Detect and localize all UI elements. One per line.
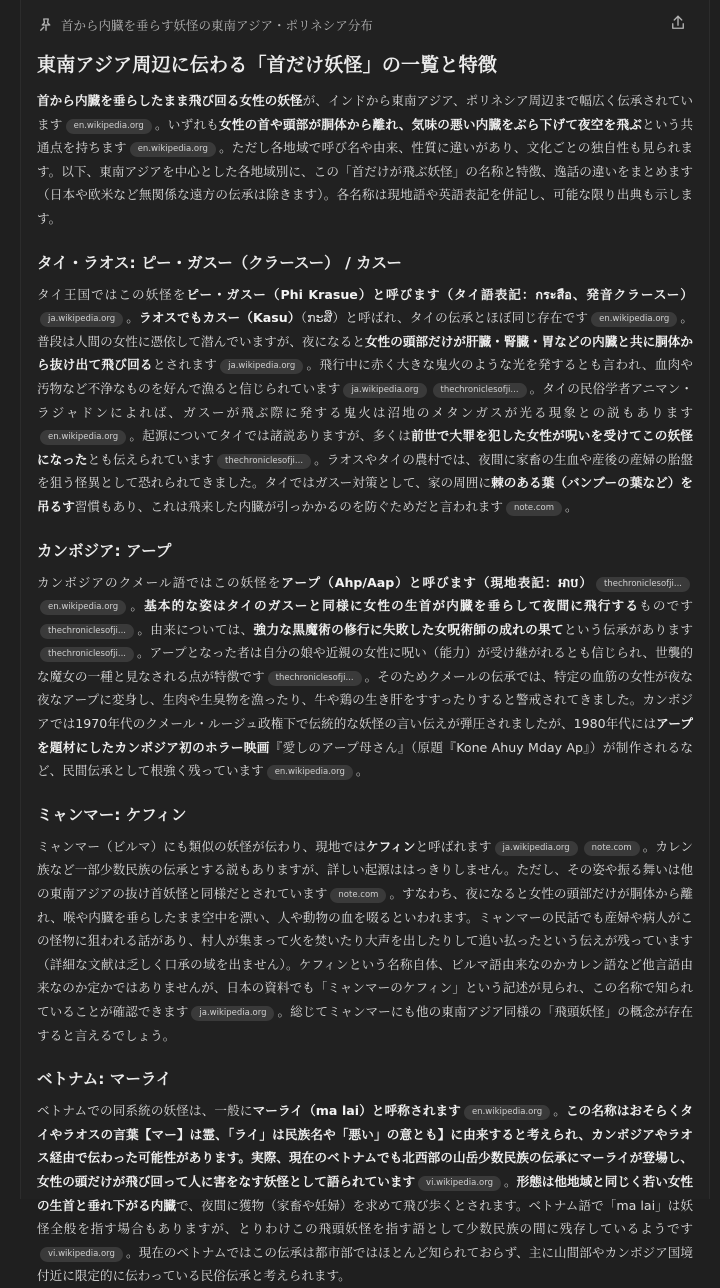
section-paragraph [37,283,693,519]
citation-chip[interactable]: en.wikipedia.org [66,119,152,134]
text-run: という伝承があります [564,621,694,637]
text-run: 。 [564,498,578,514]
bold-text: ラオスでもカスー（Kasu） [139,310,301,326]
text-run: 。 [129,598,145,614]
citation-chip[interactable]: ja.wikipedia.org [191,1006,274,1021]
section-paragraph [37,1099,693,1288]
citation-chip[interactable]: note.com [506,501,562,516]
text-run: 『愛しのアープ母さん』（原題『Kone Ahuy Mday Ap』）が制作されるなど、民間伝承として根強く残っています [37,739,693,779]
bold-text: マーライ（ma lai）と呼称されます [252,1103,461,1119]
intro-paragraph [37,89,693,231]
bold-text: 形態は他地域と同じく若い女性の生首と垂れ下がる内臓 [37,1173,694,1213]
section-heading: ミャンマー: ケフィン [37,805,187,824]
citation-chip[interactable]: ja.wikipedia.org [40,312,123,327]
text-run: 。アープとなった者は自分の娘や近親の女性に呪い（能力）が受け継がれるとも信じられ、世襲的な魔女の一種と見なされる点が特徴です [37,645,693,684]
sections-container [37,251,693,1288]
bold-text: 女性の首や頭部が胴体から離れ、気味の悪い内臓をぶら下げて夜空を飛ぶ [218,116,643,132]
text-run: ものです [639,598,694,614]
text-run: 。普段は人間の女性に憑依して潜んでいますが、夜になると [37,310,694,349]
section-heading: ベトナム: マーライ [37,1070,172,1089]
text-run: 。現在のベトナムではこの伝承は都市部ではほとんど知られておらず、主に山間部やカンボジア国境付近に限定的に伝わっている民俗伝承と考えられます。 [37,1244,693,1284]
citation-chip[interactable]: thechroniclesofji... [596,577,690,592]
text-run: 。由来については、 [136,621,254,637]
text-run: が、インドから東南アジア、ポリネシア周辺まで幅広く伝承されています [37,93,693,132]
citation-chip[interactable]: en.wikipedia.org [130,142,216,157]
text-run: 。 [355,763,369,779]
citation-chip[interactable]: ja.wikipedia.org [495,841,578,856]
text-run: 。 [126,310,140,326]
citation-chip[interactable]: en.wikipedia.org [464,1105,550,1120]
bold-text: この名称はおそらくタイやラオスの言葉【マー】は霊、「ライ」は民族名や「悪い」の意とも】に由来すると考えられ、カンボジアやラオス経由で伝わった可能性があります。実際、現在のベトナムでも北西部の山岳少数民族の伝承にマーライが登場し、女性の頭だけが飛び回って人に害をなす妖怪として語られています [37,1103,694,1189]
text-run: という共通点を持ちます [37,116,694,156]
citation-chip[interactable]: en.wikipedia.org [40,600,126,615]
section-heading: カンボジア: アープ [37,541,172,560]
pin-icon [37,16,55,34]
citation-chip[interactable]: vi.wikipedia.org [418,1176,501,1191]
text-run: 。ラオスやタイの農村では、夜間に家畜の生血や産後の産婦の胎盤を狙う怪異として恐れられてきました。タイではガスー対策として、家の周囲に [37,451,694,491]
text-run: 。総じてミャンマーにも他の東南アジア同様の「飛頭妖怪」の概念が存在すると言えるでしょう。 [37,1004,693,1043]
citation-chip[interactable]: en.wikipedia.org [267,765,353,780]
bold-text: 首から内臓を垂らしたまま飛び回る女性の妖怪 [37,93,303,108]
citation-chip[interactable]: thechroniclesofji... [433,383,527,398]
citation-chip[interactable]: note.com [330,888,386,903]
section-heading: タイ・ラオス: ピー・ガスー（クラースー） / カスー [37,253,402,272]
bold-text: ピー・ガスー（Phi Krasue）と呼びます（タイ語表記：กระสือ、発音クラースー） [186,286,693,302]
text-run: 習慣もあり、これは飛来した内臓が引っかかるのを防ぐためだと言われます [74,498,503,514]
bold-text: ケフィン [365,838,416,854]
bold-text: 前世で大罪を犯した女性が呪いを受けてこの妖怪になった [37,428,694,467]
text-run: 。 [503,1173,517,1189]
text-run: 。タイの民俗学者アニマン・ラジャドンによれば、ガスーが飛ぶ際に発する鬼火は沼地のメタンガスが光る現象との説もあります [37,380,694,420]
response-panel [20,0,710,1284]
conversation-header [37,0,693,40]
text-run: カンボジアのクメール語ではこの妖怪を [37,574,282,590]
article-title: 東南アジア周辺に伝わる「首だけ妖怪」の一覧と特徴 [37,54,498,76]
section-paragraph [37,835,693,1047]
citation-chip[interactable]: thechroniclesofji... [40,624,134,639]
section-paragraph [37,571,693,783]
text-run: と呼ばれます [415,838,492,854]
text-run: とされます [152,357,218,373]
text-run: タイ王国ではこの妖怪を [37,286,187,302]
text-run: 。いずれも [154,116,219,132]
text-run: で、夜間に獲物（家畜や妊婦）を求めて飛び歩くとされます。ベトナム語で「ma lai」は妖怪全般を指す場合もありますが、とりわけこの飛頭妖怪を指す語として少数民族の間に残存しているようです [37,1197,693,1237]
citation-chip[interactable]: note.com [584,841,640,856]
text-run: ベトナムでの同系統の妖怪は、一般に [37,1103,253,1119]
bold-text: 強力な黒魔術の修行に失敗した女呪術師の成れの果て [253,621,564,637]
text-run: （ກະສື）と呼ばれ、タイの伝承とほぼ同じ存在です [300,310,589,326]
citation-chip[interactable]: vi.wikipedia.org [40,1247,123,1262]
bold-text: アープを題材にしたカンボジア初のホラー映画 [37,716,693,755]
text-run: ミャンマー（ビルマ）にも類似の妖怪が伝わり、現地では [37,838,366,854]
bold-text: アープ（Ahp/Aap）と呼びます（現地表記：អាប） [281,574,594,590]
bold-text: 基本的な姿はタイのガスーと同様に女性の生首が内臓を垂らして夜間に飛行する [144,598,640,614]
text-run: 。起源についてタイでは諸説ありますが、多くは [129,428,412,444]
citation-chip[interactable]: en.wikipedia.org [591,312,677,327]
text-run: 。すなわち、夜になると女性の頭部だけが胴体から離れ、喉や内臓を垂らしたまま空中を漂い、人や動物の血を啜るといわれます。ミャンマーの民話でも産婦や病人がこの怪物に狙われる話があり、村人が集まって火を焚いたり大声を出したりして追い払ったという伝えが残っています（詳細な文献は乏しく口承の域を出ません）。ケフィンという名称自体、ビルマ語由来なのかカレン語など他言語由来なのか定かではありませんが、日本の資料でも「ミャンマーのケフィン」という記述が見られ、この名称で知られていることが確認できます [37,886,694,1019]
text-run: 。そのためクメールの伝承では、特定の血筋の女性が夜な夜なアープに変身し、生肉や生臭物を漁ったり、牛や鶏の生き肝をすすったりすると警戒されてきました。カンボジアでは1970年代のクメール・ルージュ政権下で伝統的な妖怪の言い伝えが弾圧されましたが、1980年代には [37,668,694,732]
share-icon[interactable] [669,14,687,32]
citation-chip[interactable]: thechroniclesofji... [40,647,134,662]
text-run: 。 [553,1103,566,1119]
bold-text: 棘のある葉（バンブーの葉など）を吊るす [37,475,694,514]
text-run: とも伝えられています [87,451,215,467]
citation-chip[interactable]: thechroniclesofji... [268,671,362,686]
citation-chip[interactable]: ja.wikipedia.org [343,383,426,398]
text-run: 。飛行中に赤く大きな鬼火のような光を発するとも言われ、血肉や汚物など不浄なものを好んで漁ると信じられています [37,357,694,396]
text-run: 。ただし各地域で呼び名や由来、性質に違いがあり、文化ごとの独自性も見られます。以下、東南アジアを中心とした各地域別に、この「首だけが飛ぶ妖怪」の名称と特徴、逸話の違いをまとめます（日本や欧米など無関係な遠方の伝承は除きます）。各名称は現地語や英語表記を併記し、可能な限り出典も示します。 [37,140,694,226]
bold-text: 女性の頭部だけが肝臓・腎臓・胃などの内臓と共に胴体から抜け出て飛び回る [37,333,694,373]
citation-chip[interactable]: en.wikipedia.org [40,430,126,445]
citation-chip[interactable]: thechroniclesofji... [217,454,311,469]
conversation-title: 首から内臓を垂らす妖怪の東南アジア・ポリネシア分布 [61,18,373,33]
citation-chip[interactable]: ja.wikipedia.org [220,359,303,374]
text-run: 。カレン族など一部少数民族の伝承とする説もありますが、詳しい起源ははっきりしません。ただし、その姿や振る舞いは他の東南アジアの抜け首妖怪と同様だとされています [37,838,694,902]
